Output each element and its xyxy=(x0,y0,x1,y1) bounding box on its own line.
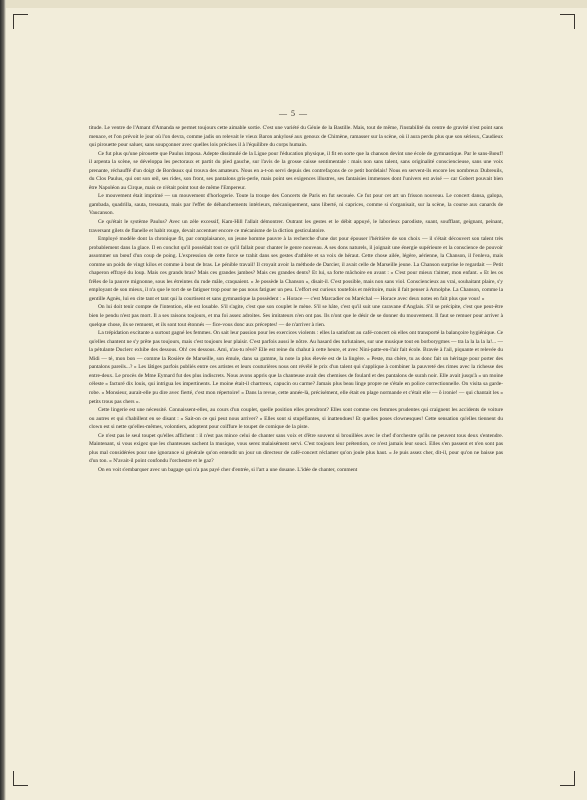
paragraph: On en voit s'embarquer avec un bagage qui n'a pas payé cher d'entrée, si l'art a une douane. L'idée de chanter, comment xyxy=(98,466,358,473)
paragraph: Le mouvement était imprimé — un mouvement d'horlogerie. Toute la troupe des Concerts de Paris en fut secouée. Ce fut pour cet art un frisson nouveau. Le concert dansa, galopa, gambada, quadrilla, sauta, tressauta, mais par l'effet de déhanchements intérieurs, mécaniquement, sans liberté, ni caprices, comme si s'organisait, sur la scène, la course aux canards de Vaucanson. xyxy=(89,193,503,217)
crop-mark-bottom-left xyxy=(13,771,28,786)
paragraph: La trépidation excitante a surtout gagné les femmes. On sait leur passion pour les exercices violents : elles la satisfont au café-concert où elles ont transporté la balançoire hygiénique. Ce qu'elles chantent ne s'y prête pas toujours, mais c'est toujours leur plaisir. C'est parfois aussi le nôtre. Au hasard des turlutaines, sur une musique tout en borborygmes — tra la la la la la!... — la pétulante Duclerc exhibe des dessous. Oh! ces dessous. Ami, n'as-tu rêvé? Elle est reine du chahut à cette heure, et avec Nini-patte-en-l'air fait école. Bravée à l'ail, piquante et relevée du Midi — té, mon bon — comme la Rosière de Marseille, son émule, dans sa gamme, la note la plus élevée est de la lingère. « Peste, ma chère, tu as donc fait un héritage pour porter des pantalons pareils...? » Les lâtiges parfois publiés entre ces artistes et leurs couturières nous ont révélé le prix d'un talent qui s'applique à combiner la pauvreté des rimes avec la richesse des entre-deux. Le procès de Mme Eymard fut des plus indiscrets. Nous avons appris que la chanteuse avait des chemises de foulard et des pantalons de surah noir. Elle avait jusqu'à « un moine céleste » facturé dix louis, qui intrigua les impertinents. Le moine était-il chartreux, capucin ou carme? Jamais plus beau linge propre ne s'étale en police correctionnelle. On visita sa garde-robe. « Monsieur, aurait-elle pu dire avec fierté, c'est mon répertoire! » Dans la revue, cette année-là, précisément, elle était en plage normande et c'était elle — ô ironie! — qui chantait les « petits trous pas chers ». xyxy=(89,330,503,405)
crop-mark-bottom-right xyxy=(560,771,575,786)
paragraph: Ce qu'était le système Paulus? Avec un zèle excessif, Kam-Hill l'allait démontrer. Outrant les gestes et le débit appuyé, le laborieux parodiste, suant, soufflant, geignant, peinant, traversant gilets de flanelle et habit rouge, devait accentuer encore ce mécanisme de la diction gesticulatoire. xyxy=(89,219,503,234)
page-binding-edge xyxy=(0,0,6,800)
crop-mark-top-right xyxy=(560,14,575,29)
paragraph: titude. Le ventre de l'Amant d'Amanda se permet toujours cette aimable sortie. C'est une variété du Génie de la Bastille. Mais, tout de même, l'instabilité du centre de gravité n'est point sans menace, et l'on prévoit le jour où l'on devra, comme jadis on relevait le vieux Baron ankylosé aux genoux de Chimène, ramasser sur la scène, où il aura perdu plus que son sérieux, Caudieux qui pirouette pour saluer, sans soupçonner avec quelles lois précises il à l'équilibre du corps humain. xyxy=(89,125,503,149)
paragraph: Ce n'est pas le seul toupet qu'elles affichent : il n'est pas mince celui de chanter sans voix et d'être souvent si brouillées avec le chef d'orchestre qu'ils ne peuvent tous deux s'entendre. Maintenant, si vous exigez que les chanteuses sachent la musique, vous serez malaisément servi. C'est toujours leur prétention, ce n'est jamais leur souci. Elles s'en passent et n'en sont pas plus mal considérées pour une ignorance si générale qu'on entendit un jour un directeur de café-concert réclamer qu'on joule plus haut. « Je puis assez cher, dit-il, pour qu'on ne baisse pas d'un ton. » N'avait-il point confondu l'orchestre et le gaz? xyxy=(89,432,503,465)
paragraph: Ce fut plus qu'une pirouette que Paulus imposa. Adepte dissimulé de la Ligue pour l'éducation physique, il fit en sorte que la chanson devint une école de gymnastique. Par le sans-Bœuf! il arpenta la scène, se développa les pectoraux et partit du pied gauche, sur l'avis de la grosse caisse sentimentale : mais non sans talent, sans originalité consciencieuse, sans une voix prenante, réchauffé d'un doigt de Bordeaux qui trouva des amateurs. Nous en a-t-on servi depuis des contrefaçons de ce petit bordelais! Nous en servent-ils encore les nombreux Dubreuils, du Clos Paulus, qui ont son œil, ses rides, son front, ses pantalons gris-perle, mais point ses exigences illustres, ses fantaisies immenses dont l'univers est avisé — car Gobert pouvait bien être Napoléon au Cirque, mais ce n'était point tout de même l'Empereur. xyxy=(89,150,503,191)
page-number: — 5 — xyxy=(279,109,308,118)
body-text xyxy=(89,124,503,474)
page-top-edge xyxy=(0,0,587,8)
paragraph: Employé modèle dont la chronique fit, par complaisance, un jeune homme pauvre à la recherche d'une dot pour épouser l'héritière de son choix — il s'était découvert son talent très probablement dans la glace. Il en conclut qu'il possédait tout ce qu'il fallait pour chanter le genre nouveau. A ses dons naturels, il joignait une énergie supérieure et la conscience de pouvoir assommer un bœuf d'un coup de poing. L'expression de cette force se trahit dans ses gestes d'athlète et sa voix de héraut. Cette chose ailée, légère, aérienne, la Chanson, il l'enleva, mais comme un poids de vingt kilos et comme à bout de bras. Le pénible travail! Il croyait avoir la méthode de Darcier, il avait celle de Marseille jeune. La Chanson surprise le regardait — Petit chaperon effrayé du loup. Mais ces grands bras? Mais ces grandes jambes? Mais ces grandes dents? Et lui, sa forte mâchoire en avant : « C'est pour mieux t'aimer, mon enfant. » Et les os frêles de la pauvre mignonne, sous les étreintes du rude mâle, craquaient. « Je possède la Chanson », disait-il. C'est possible, mais non sans viol. Consciencieux au vrai, souhaitant plaire, s'y employant de son mieux, il n'a que le tort de se fatiguer trop pour ne pas nous fatiguer un peu. L'effort est curieux toutefois et méritoire, mais il fait penser à Arnolphe. La Chanson, comme la gentille Agnès, lui en cite tant et tant qui la courtisent et sans gymnastique la possèdent : « Horace — c'est Marcadier ou Maréchal — Horace avec deux notes en fait plus que vous! » xyxy=(89,236,503,302)
paragraph: Cette lingerie est une nécessité. Connaissent-elles, au cours d'un couplet, quelle position elles prendront? Elles sont comme ces femmes prudentes qui craignent les accidents de voiture ou autres et qui s'habillent en se disant : « Sait-on ce qui peut nous arriver? » Elles sont si stupéfiantes, si inattendues! Et quelles poses clownesques! Cette sensation qu'elles tiennent du clown est si nette qu'elles-mêmes, volontiers, adoptent pour coiffure le toupet de comique de la piste. xyxy=(89,407,503,431)
crop-mark-top-left xyxy=(13,14,28,29)
paragraph: On lui doit tenir compte de l'intention, elle est louable. S'il s'agite, c'est que son couplet le mène. S'il se hâte, c'est qu'il suit une caravane d'Anglais. S'il se précipite, c'est que peut-être bien le pendu n'est pas mort. Il a ses raisons toujours, et ma foi assez adroites. Ses imitateurs n'en ont pas. Ils n'ont que le désir de se donner du mouvement. Il faut se remuer pour arriver à quelque chose, ils se remuent, et ils sont tout étonnés — fice-vous donc aux préceptes! — de n'arriver à rien. xyxy=(89,304,503,328)
